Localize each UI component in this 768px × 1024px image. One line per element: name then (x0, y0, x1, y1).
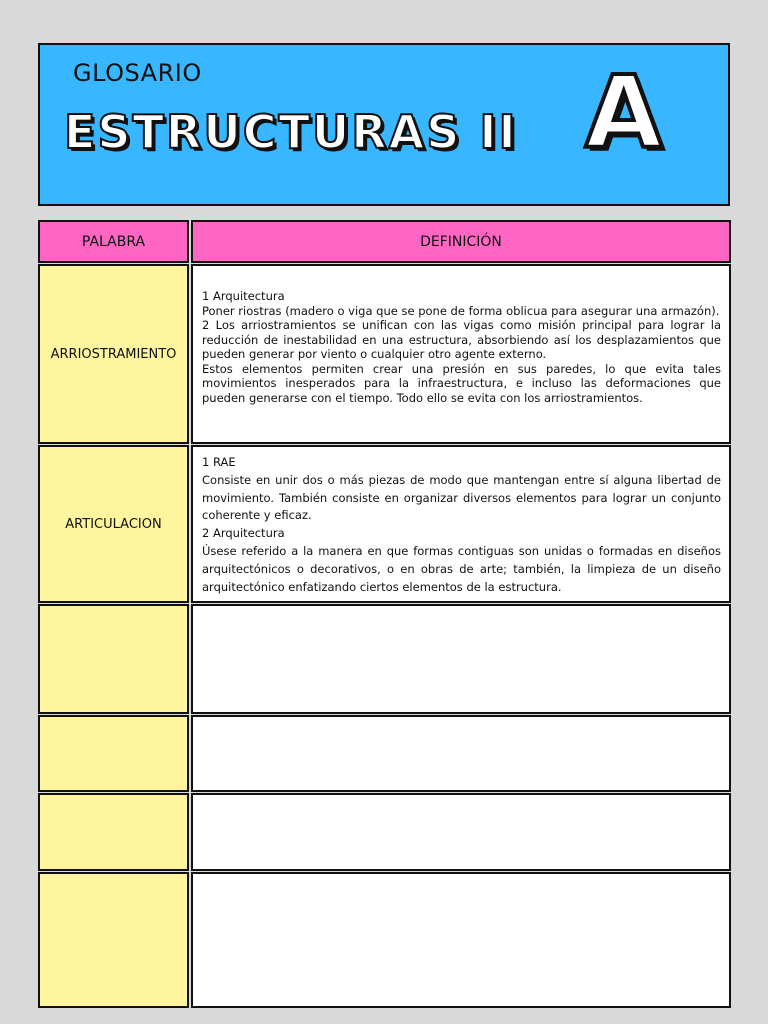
definition-line: Úsese referido a la manera en que formas contiguas son unidas o formadas en diseños arquitectónicos o decorativos, o en obras de arte; también, la limpieza de un diseño arquitectónico enfatizando ciertos elementos de la estructura. (202, 543, 721, 594)
glossary-label: GLOSARIO (73, 59, 202, 87)
page-title: ESTRUCTURAS II (64, 105, 518, 159)
definition-line: 2 Arquitectura (202, 526, 285, 541)
definition-line: 1 Arquitectura (202, 289, 285, 303)
definition-line: Consiste en unir dos o más piezas de modo que mantengan entre sí alguna libertad de movimiento. También consiste en organizar diversos elementos para lograr un conjunto coherente y eficaz. (202, 472, 721, 523)
column-header-definition: DEFINICIÓN (191, 220, 731, 263)
column-header-word: PALABRA (38, 220, 189, 263)
table-row-word (38, 604, 189, 714)
table-row-word: ARTICULACION (38, 445, 189, 603)
definition-line: 1 RAE (202, 455, 236, 469)
table-row-word (38, 872, 189, 1008)
table-row-definition (191, 715, 731, 792)
table-row-word (38, 793, 189, 871)
table-row-definition (191, 604, 731, 714)
table-row-definition (191, 872, 731, 1008)
definition-line: 2 Los arriostramientos se unifican con las vigas como misión principal para lograr la reducción de inestabilidad en una estructura, absorbiendo así los desplazamientos que pueden generar por viento o cualquier otro agente externo. (202, 318, 721, 361)
table-row-definition (191, 264, 731, 444)
definition-line: Poner riostras (madero o viga que se pone de forma oblicua para asegurar una armazón). (202, 303, 720, 318)
table-row-word: ARRIOSTRAMIENTO (38, 264, 189, 444)
glossary-letter: A (585, 54, 663, 171)
definition-line: Estos elementos permiten crear una presión en sus paredes, lo que evita tales movimientos inesperados para la infraestructura, e incluso las deformaciones que pueden generarse con el tiempo. Todo ello se evita con los arriostramientos. (202, 361, 721, 405)
table-row-word (38, 715, 189, 792)
glossary-header (38, 43, 730, 206)
table-row-definition (191, 445, 731, 603)
table-row-definition (191, 793, 731, 871)
